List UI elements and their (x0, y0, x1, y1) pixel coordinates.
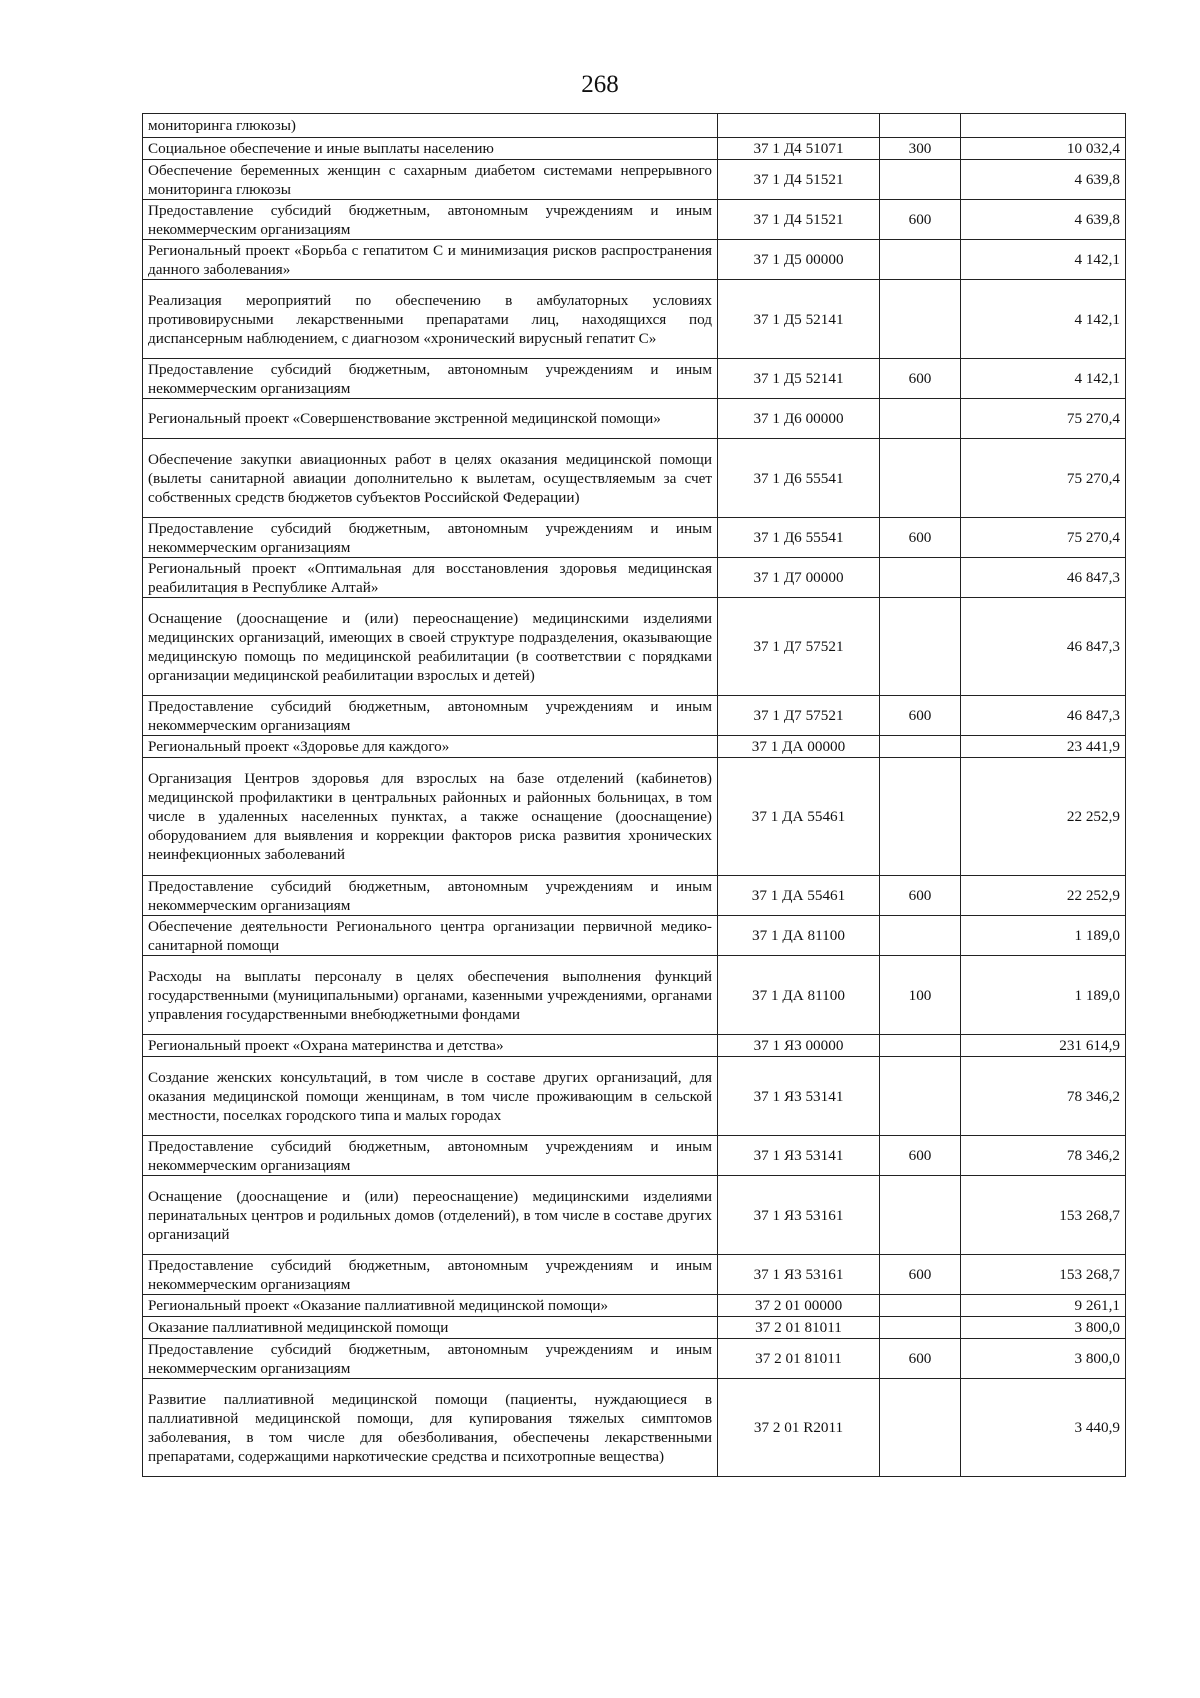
budget-row-code: 37 1 Я3 53161 (718, 1255, 880, 1295)
budget-row-amount: 1 189,0 (961, 916, 1126, 956)
budget-row-code: 37 1 Д7 57521 (718, 696, 880, 736)
budget-row-expense-type: 600 (880, 696, 961, 736)
budget-row-code: 37 1 ДА 55461 (718, 876, 880, 916)
budget-row-code: 37 1 Д4 51071 (718, 138, 880, 160)
budget-row-name: Предоставление субсидий бюджетным, автономным учреждениям и иным некоммерческим организациям (143, 1339, 718, 1379)
budget-row-amount: 23 441,9 (961, 736, 1126, 758)
budget-row-code: 37 1 Д6 55541 (718, 518, 880, 558)
budget-row-expense-type (880, 598, 961, 696)
budget-row-code: 37 1 Д6 00000 (718, 399, 880, 439)
budget-row-amount: 3 800,0 (961, 1317, 1126, 1339)
table-row (143, 399, 1126, 439)
budget-row-expense-type: 600 (880, 1136, 961, 1176)
table-row (143, 1379, 1126, 1477)
table-row (143, 1136, 1126, 1176)
budget-row-name: Предоставление субсидий бюджетным, автономным учреждениям и иным некоммерческим организациям (143, 876, 718, 916)
table-row (143, 956, 1126, 1035)
budget-row-name: Оказание паллиативной медицинской помощи (143, 1317, 718, 1339)
budget-row-amount: 22 252,9 (961, 876, 1126, 916)
budget-row-amount: 75 270,4 (961, 399, 1126, 439)
budget-row-name: Реализация мероприятий по обеспечению в амбулаторных условиях противовирусными лекарственными препаратами лиц, находящихся под диспансерным наблюдением, с диагнозом «хронический вирусный гепатит С» (143, 280, 718, 359)
budget-row-expense-type (880, 1379, 961, 1477)
budget-row-name: Организация Центров здоровья для взрослых на базе отделений (кабинетов) медицинской профилактики в центральных районных и районных больницах, в том числе в удаленных населенных пунктах, а также оснащение (дооснащение) оборудованием для выявления и коррекции факторов риска развития хронических неинфекционных заболеваний (143, 758, 718, 876)
budget-row-amount: 22 252,9 (961, 758, 1126, 876)
budget-row-name: Оснащение (дооснащение и (или) переоснащение) медицинскими изделиями перинатальных центров и родильных домов (отделений), в том числе в составе других организаций (143, 1176, 718, 1255)
budget-row-code: 37 1 Я3 00000 (718, 1035, 880, 1057)
budget-row-name: Обеспечение беременных женщин с сахарным диабетом системами непрерывного мониторинга глюкозы (143, 160, 718, 200)
table-row (143, 518, 1126, 558)
budget-row-code: 37 1 Д7 57521 (718, 598, 880, 696)
budget-row-expense-type: 600 (880, 876, 961, 916)
budget-row-amount: 75 270,4 (961, 439, 1126, 518)
budget-row-name: Социальное обеспечение и иные выплаты населению (143, 138, 718, 160)
budget-row-expense-type (880, 558, 961, 598)
table-row (143, 696, 1126, 736)
budget-row-expense-type (880, 1035, 961, 1057)
budget-row-code: 37 2 01 R2011 (718, 1379, 880, 1477)
budget-row-code: 37 1 ДА 55461 (718, 758, 880, 876)
table-row (143, 1057, 1126, 1136)
budget-row-name: Региональный проект «Здоровье для каждого» (143, 736, 718, 758)
budget-row-amount: 46 847,3 (961, 696, 1126, 736)
budget-row-expense-type (880, 736, 961, 758)
budget-row-amount: 4 639,8 (961, 160, 1126, 200)
budget-row-name: Обеспечение закупки авиационных работ в целях оказания медицинской помощи (вылеты санитарной авиации дополнительно к вылетам, осуществляемым за счет собственных средств бюджетов субъектов Российской Федерации) (143, 439, 718, 518)
budget-row-name: Региональный проект «Оказание паллиативной медицинской помощи» (143, 1295, 718, 1317)
budget-row-amount: 78 346,2 (961, 1136, 1126, 1176)
budget-row-amount: 75 270,4 (961, 518, 1126, 558)
budget-row-amount: 1 189,0 (961, 956, 1126, 1035)
budget-row-amount: 10 032,4 (961, 138, 1126, 160)
budget-table (142, 113, 1126, 1477)
budget-row-expense-type: 600 (880, 1255, 961, 1295)
table-row (143, 1295, 1126, 1317)
budget-row-name: Предоставление субсидий бюджетным, автономным учреждениям и иным некоммерческим организациям (143, 359, 718, 399)
budget-row-amount (961, 114, 1126, 138)
budget-row-amount: 78 346,2 (961, 1057, 1126, 1136)
table-row (143, 200, 1126, 240)
table-row (143, 114, 1126, 138)
table-row (143, 1176, 1126, 1255)
budget-row-expense-type (880, 1317, 961, 1339)
budget-row-code: 37 1 ДА 00000 (718, 736, 880, 758)
budget-row-code: 37 1 ДА 81100 (718, 916, 880, 956)
budget-row-code: 37 1 Д4 51521 (718, 200, 880, 240)
budget-row-expense-type (880, 439, 961, 518)
table-row (143, 439, 1126, 518)
table-row (143, 598, 1126, 696)
budget-row-expense-type (880, 399, 961, 439)
budget-row-amount: 4 639,8 (961, 200, 1126, 240)
budget-row-code: 37 1 Д4 51521 (718, 160, 880, 200)
budget-table-body (143, 114, 1126, 1477)
table-row (143, 1339, 1126, 1379)
budget-row-expense-type: 600 (880, 359, 961, 399)
budget-row-name: Создание женских консультаций, в том числе в составе других организаций, для оказания медицинской помощи женщинам, в том числе проживающим в сельской местности, поселках городского типа и малых городах (143, 1057, 718, 1136)
budget-row-code: 37 2 01 81011 (718, 1339, 880, 1379)
budget-row-code: 37 1 Д5 52141 (718, 280, 880, 359)
budget-row-name: Региональный проект «Совершенствование экстренной медицинской помощи» (143, 399, 718, 439)
budget-row-name: Региональный проект «Оптимальная для восстановления здоровья медицинская реабилитация в Республике Алтай» (143, 558, 718, 598)
budget-row-name: Предоставление субсидий бюджетным, автономным учреждениям и иным некоммерческим организациям (143, 518, 718, 558)
budget-row-name: мониторинга глюкозы) (143, 114, 718, 138)
budget-row-amount: 231 614,9 (961, 1035, 1126, 1057)
budget-row-amount: 3 440,9 (961, 1379, 1126, 1477)
table-row (143, 758, 1126, 876)
table-row (143, 1255, 1126, 1295)
table-row (143, 1317, 1126, 1339)
budget-row-expense-type: 600 (880, 518, 961, 558)
budget-row-expense-type: 600 (880, 200, 961, 240)
table-row (143, 1035, 1126, 1057)
budget-row-code: 37 2 01 00000 (718, 1295, 880, 1317)
budget-row-code: 37 2 01 81011 (718, 1317, 880, 1339)
budget-row-name: Расходы на выплаты персоналу в целях обеспечения выполнения функций государственными (муниципальными) органами, казенными учреждениями, органами управления государственными внебюджетными фондами (143, 956, 718, 1035)
budget-row-expense-type: 600 (880, 1339, 961, 1379)
budget-row-code: 37 1 Я3 53141 (718, 1057, 880, 1136)
table-row (143, 160, 1126, 200)
table-row (143, 138, 1126, 160)
budget-row-amount: 153 268,7 (961, 1176, 1126, 1255)
table-row (143, 280, 1126, 359)
table-row (143, 359, 1126, 399)
budget-row-expense-type (880, 758, 961, 876)
budget-row-code: 37 1 Д5 00000 (718, 240, 880, 280)
page-number: 268 (581, 71, 619, 98)
budget-row-amount: 4 142,1 (961, 359, 1126, 399)
budget-row-expense-type (880, 1057, 961, 1136)
budget-row-code: 37 1 Д6 55541 (718, 439, 880, 518)
budget-row-expense-type: 300 (880, 138, 961, 160)
budget-row-amount: 3 800,0 (961, 1339, 1126, 1379)
table-row (143, 240, 1126, 280)
budget-row-name: Региональный проект «Охрана материнства и детства» (143, 1035, 718, 1057)
budget-row-name: Региональный проект «Борьба с гепатитом С и минимизация рисков распространения данного заболевания» (143, 240, 718, 280)
budget-row-expense-type (880, 240, 961, 280)
budget-row-name: Обеспечение деятельности Регионального центра организации первичной медико-санитарной помощи (143, 916, 718, 956)
budget-row-expense-type (880, 160, 961, 200)
budget-row-name: Развитие паллиативной медицинской помощи (пациенты, нуждающиеся в паллиативной медицинской помощи, для купирования тяжелых симптомов заболевания, в том числе для обезболивания, обеспечены лекарственными препаратами, содержащими наркотические средства и психотропные вещества) (143, 1379, 718, 1477)
table-row (143, 736, 1126, 758)
budget-row-amount: 46 847,3 (961, 598, 1126, 696)
budget-row-name: Предоставление субсидий бюджетным, автономным учреждениям и иным некоммерческим организациям (143, 696, 718, 736)
budget-row-expense-type (880, 114, 961, 138)
budget-row-name: Предоставление субсидий бюджетным, автономным учреждениям и иным некоммерческим организациям (143, 1136, 718, 1176)
budget-row-amount: 9 261,1 (961, 1295, 1126, 1317)
budget-row-code: 37 1 Д5 52141 (718, 359, 880, 399)
table-row (143, 876, 1126, 916)
budget-row-code: 37 1 Д7 00000 (718, 558, 880, 598)
budget-row-amount: 153 268,7 (961, 1255, 1126, 1295)
budget-row-name: Предоставление субсидий бюджетным, автономным учреждениям и иным некоммерческим организациям (143, 1255, 718, 1295)
budget-row-code (718, 114, 880, 138)
budget-row-amount: 4 142,1 (961, 240, 1126, 280)
budget-row-expense-type (880, 1295, 961, 1317)
budget-row-expense-type: 100 (880, 956, 961, 1035)
budget-row-code: 37 1 Я3 53141 (718, 1136, 880, 1176)
budget-row-name: Оснащение (дооснащение и (или) переоснащение) медицинскими изделиями медицинских организаций, имеющих в своей структуре подразделения, оказывающие медицинскую помощь по медицинской реабилитации (в соответствии с порядками организации медицинской реабилитации взрослых и детей) (143, 598, 718, 696)
table-row (143, 916, 1126, 956)
budget-row-code: 37 1 Я3 53161 (718, 1176, 880, 1255)
budget-row-expense-type (880, 916, 961, 956)
budget-row-expense-type (880, 280, 961, 359)
budget-row-amount: 46 847,3 (961, 558, 1126, 598)
budget-row-expense-type (880, 1176, 961, 1255)
budget-row-amount: 4 142,1 (961, 280, 1126, 359)
budget-row-name: Предоставление субсидий бюджетным, автономным учреждениям и иным некоммерческим организациям (143, 200, 718, 240)
budget-row-code: 37 1 ДА 81100 (718, 956, 880, 1035)
table-row (143, 558, 1126, 598)
